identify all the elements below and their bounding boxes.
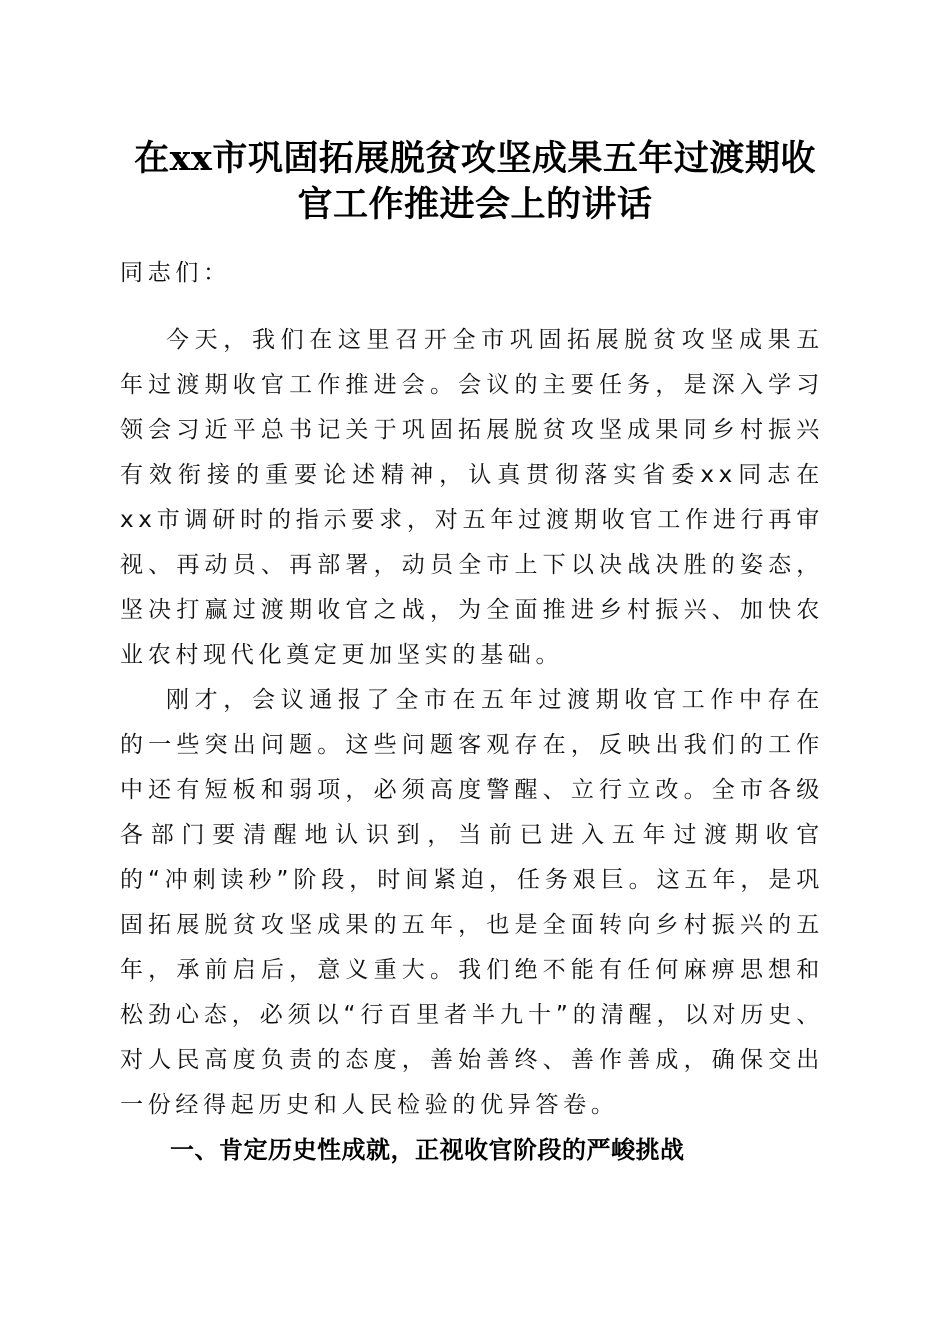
title-line-1: 在xx市巩固拓展脱贫攻坚成果五年过渡期收 — [134, 138, 816, 179]
paragraph-problems: 刚才，会议通报了全市在五年过渡期收官工作中存在的一些突出问题。这些问题客观存在，反映出我们的工作中还有短板和弱项，必须高度警醒、立行立改。全市各级各部门要清醒地认识到，当前已进入五年过渡期收官的“冲刺读秒”阶段，时间紧迫，任务艰巨。这五年，是巩固拓展脱贫攻坚成果的五年，也是全面转向乡村振兴的五年，承前启后，意义重大。我们绝不能有任何麻痹思想和松劲心态，必须以“行百里者半九十”的清醒，以对历史、对人民高度负责的态度，善始善终、善作善成，确保交出一份经得起历史和人民检验的优异答卷。 — [120, 687, 824, 1118]
document-body — [120, 251, 824, 1174]
section-heading-1: 一、肯定历史性成就，正视收官阶段的严峻挑战 — [170, 1137, 685, 1164]
title-line-2: 官工作推进会上的讲话 — [297, 184, 653, 225]
document-title — [100, 136, 850, 228]
salutation: 同志们： — [120, 260, 231, 286]
paragraph-opening: 今天，我们在这里召开全市巩固拓展脱贫攻坚成果五年过渡期收官工作推进会。会议的主要任务，是深入学习领会习近平总书记关于巩固拓展脱贫攻坚成果同乡村振兴有效衔接的重要论述精神，认真贯彻落实省委xx同志在xx市调研时的指示要求，对五年过渡期收官工作进行再审视、再动员、再部署，动员全市上下以决战决胜的姿态，坚决打赢过渡期收官之战，为全面推进乡村振兴、加快农业农村现代化奠定更加坚实的基础。 — [120, 327, 824, 668]
